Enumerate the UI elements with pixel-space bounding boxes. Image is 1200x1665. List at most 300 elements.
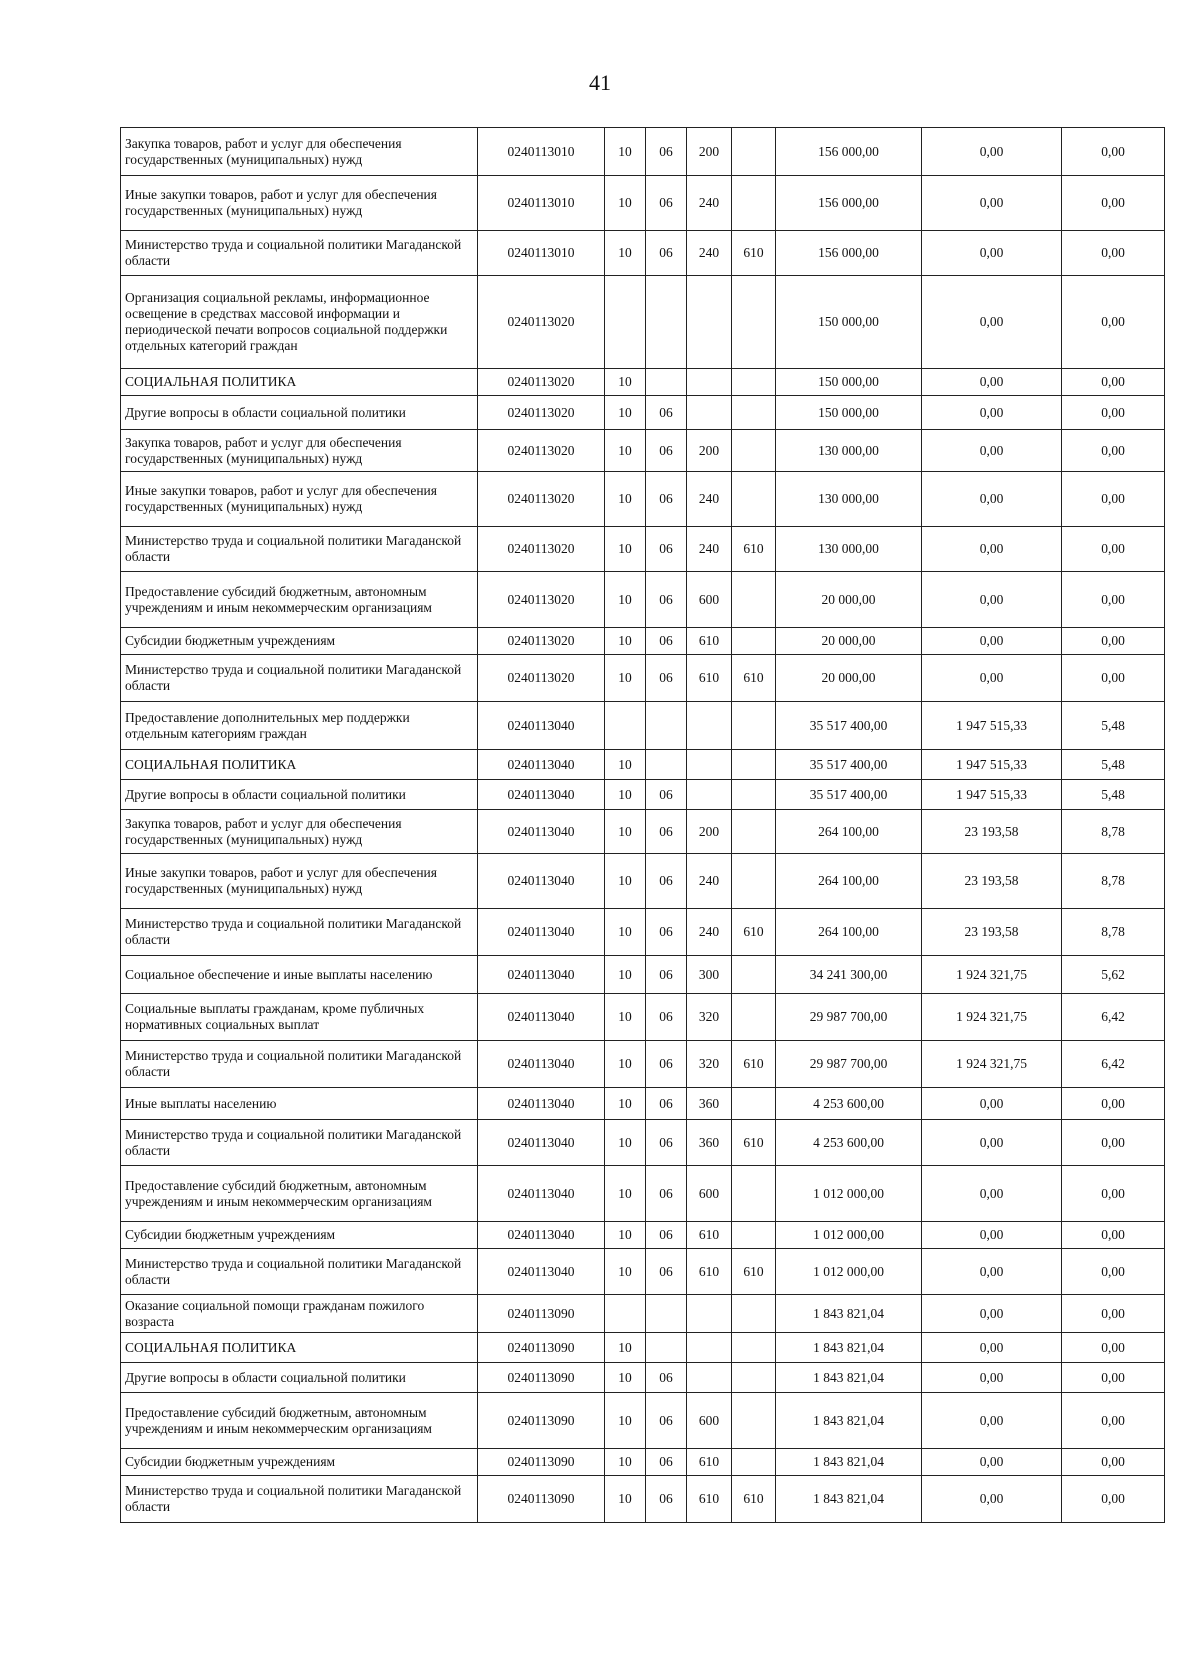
expense-name-cell: Предоставление дополнительных мер поддержки отдельным категориям граждан xyxy=(121,702,478,750)
administrator-cell xyxy=(732,1393,776,1449)
section-cell: 10 xyxy=(605,231,646,276)
target-article-cell: 0240113040 xyxy=(478,994,605,1041)
expense-type-cell: 360 xyxy=(687,1120,732,1166)
table-row xyxy=(121,128,1165,176)
table-row xyxy=(121,572,1165,628)
expense-name-cell: Социальное обеспечение и иные выплаты населению xyxy=(121,956,478,994)
section-cell: 10 xyxy=(605,128,646,176)
expense-name-cell: Министерство труда и социальной политики Магаданской области xyxy=(121,1041,478,1088)
table-row xyxy=(121,430,1165,472)
table-row xyxy=(121,1088,1165,1120)
planned-amount-cell: 1 012 000,00 xyxy=(776,1249,922,1295)
planned-amount-cell: 156 000,00 xyxy=(776,128,922,176)
subsection-cell: 06 xyxy=(646,994,687,1041)
execution-percent-cell: 0,00 xyxy=(1062,1476,1165,1523)
execution-percent-cell: 0,00 xyxy=(1062,1249,1165,1295)
planned-amount-cell: 156 000,00 xyxy=(776,231,922,276)
execution-percent-cell: 0,00 xyxy=(1062,1393,1165,1449)
section-cell xyxy=(605,1295,646,1333)
expense-type-cell: 610 xyxy=(687,628,732,655)
administrator-cell xyxy=(732,1449,776,1476)
expense-type-cell: 600 xyxy=(687,1393,732,1449)
execution-percent-cell: 0,00 xyxy=(1062,1363,1165,1393)
executed-amount-cell: 1 947 515,33 xyxy=(922,780,1062,810)
expense-type-cell: 200 xyxy=(687,430,732,472)
target-article-cell: 0240113040 xyxy=(478,810,605,854)
administrator-cell: 610 xyxy=(732,527,776,572)
expense-type-cell: 600 xyxy=(687,572,732,628)
executed-amount-cell: 0,00 xyxy=(922,1249,1062,1295)
planned-amount-cell: 264 100,00 xyxy=(776,909,922,956)
expense-type-cell: 240 xyxy=(687,176,732,231)
table-row xyxy=(121,176,1165,231)
planned-amount-cell: 150 000,00 xyxy=(776,276,922,369)
section-cell: 10 xyxy=(605,1449,646,1476)
section-cell: 10 xyxy=(605,369,646,396)
table-row xyxy=(121,810,1165,854)
administrator-cell xyxy=(732,1166,776,1222)
planned-amount-cell: 4 253 600,00 xyxy=(776,1120,922,1166)
target-article-cell: 0240113010 xyxy=(478,231,605,276)
target-article-cell: 0240113040 xyxy=(478,956,605,994)
subsection-cell: 06 xyxy=(646,909,687,956)
planned-amount-cell: 1 843 821,04 xyxy=(776,1363,922,1393)
expense-type-cell: 240 xyxy=(687,854,732,909)
execution-percent-cell: 8,78 xyxy=(1062,854,1165,909)
subsection-cell: 06 xyxy=(646,1222,687,1249)
table-row xyxy=(121,994,1165,1041)
subsection-cell: 06 xyxy=(646,396,687,430)
target-article-cell: 0240113090 xyxy=(478,1295,605,1333)
planned-amount-cell: 1 843 821,04 xyxy=(776,1333,922,1363)
subsection-cell xyxy=(646,1333,687,1363)
subsection-cell: 06 xyxy=(646,780,687,810)
subsection-cell: 06 xyxy=(646,472,687,527)
section-cell: 10 xyxy=(605,572,646,628)
execution-percent-cell: 0,00 xyxy=(1062,527,1165,572)
executed-amount-cell: 0,00 xyxy=(922,128,1062,176)
planned-amount-cell: 20 000,00 xyxy=(776,572,922,628)
subsection-cell xyxy=(646,702,687,750)
target-article-cell: 0240113010 xyxy=(478,176,605,231)
executed-amount-cell: 0,00 xyxy=(922,396,1062,430)
expense-type-cell: 240 xyxy=(687,527,732,572)
executed-amount-cell: 1 924 321,75 xyxy=(922,994,1062,1041)
expense-name-cell: Другие вопросы в области социальной политики xyxy=(121,396,478,430)
expense-name-cell: Министерство труда и социальной политики Магаданской области xyxy=(121,231,478,276)
expense-name-cell: Иные выплаты населению xyxy=(121,1088,478,1120)
execution-percent-cell: 0,00 xyxy=(1062,396,1165,430)
subsection-cell: 06 xyxy=(646,176,687,231)
planned-amount-cell: 264 100,00 xyxy=(776,810,922,854)
executed-amount-cell: 0,00 xyxy=(922,527,1062,572)
planned-amount-cell: 130 000,00 xyxy=(776,527,922,572)
section-cell xyxy=(605,702,646,750)
expense-type-cell xyxy=(687,276,732,369)
section-cell: 10 xyxy=(605,1333,646,1363)
target-article-cell: 0240113040 xyxy=(478,1166,605,1222)
administrator-cell xyxy=(732,1088,776,1120)
section-cell: 10 xyxy=(605,810,646,854)
planned-amount-cell: 1 012 000,00 xyxy=(776,1166,922,1222)
target-article-cell: 0240113040 xyxy=(478,1120,605,1166)
planned-amount-cell: 35 517 400,00 xyxy=(776,702,922,750)
execution-percent-cell: 0,00 xyxy=(1062,231,1165,276)
target-article-cell: 0240113040 xyxy=(478,702,605,750)
table-row xyxy=(121,854,1165,909)
section-cell: 10 xyxy=(605,1249,646,1295)
budget-table xyxy=(120,127,1165,1523)
executed-amount-cell: 0,00 xyxy=(922,472,1062,527)
executed-amount-cell: 0,00 xyxy=(922,231,1062,276)
target-article-cell: 0240113040 xyxy=(478,750,605,780)
target-article-cell: 0240113010 xyxy=(478,128,605,176)
expense-name-cell: Закупка товаров, работ и услуг для обеспечения государственных (муниципальных) нужд xyxy=(121,128,478,176)
target-article-cell: 0240113040 xyxy=(478,1222,605,1249)
table-row xyxy=(121,702,1165,750)
planned-amount-cell: 150 000,00 xyxy=(776,369,922,396)
table-row xyxy=(121,276,1165,369)
expense-name-cell: Министерство труда и социальной политики Магаданской области xyxy=(121,1120,478,1166)
subsection-cell xyxy=(646,1295,687,1333)
table-body xyxy=(121,128,1165,1523)
expense-type-cell: 320 xyxy=(687,994,732,1041)
table-row xyxy=(121,369,1165,396)
planned-amount-cell: 1 843 821,04 xyxy=(776,1449,922,1476)
subsection-cell: 06 xyxy=(646,1363,687,1393)
subsection-cell: 06 xyxy=(646,1120,687,1166)
administrator-cell: 610 xyxy=(732,909,776,956)
executed-amount-cell: 1 924 321,75 xyxy=(922,956,1062,994)
planned-amount-cell: 20 000,00 xyxy=(776,655,922,702)
administrator-cell xyxy=(732,956,776,994)
target-article-cell: 0240113090 xyxy=(478,1449,605,1476)
target-article-cell: 0240113020 xyxy=(478,628,605,655)
expense-name-cell: Министерство труда и социальной политики Магаданской области xyxy=(121,655,478,702)
expense-type-cell: 610 xyxy=(687,1222,732,1249)
table-row xyxy=(121,1449,1165,1476)
table-row xyxy=(121,750,1165,780)
expense-name-cell: Организация социальной рекламы, информационное освещение в средствах массовой информации и периодической печати вопросов социальной поддержки отдельных категорий граждан xyxy=(121,276,478,369)
planned-amount-cell: 1 843 821,04 xyxy=(776,1476,922,1523)
subsection-cell: 06 xyxy=(646,128,687,176)
table-row xyxy=(121,1476,1165,1523)
executed-amount-cell: 0,00 xyxy=(922,1088,1062,1120)
expense-name-cell: Иные закупки товаров, работ и услуг для обеспечения государственных (муниципальных) нужд xyxy=(121,472,478,527)
expense-name-cell: Закупка товаров, работ и услуг для обеспечения государственных (муниципальных) нужд xyxy=(121,430,478,472)
execution-percent-cell: 8,78 xyxy=(1062,810,1165,854)
table-row xyxy=(121,1295,1165,1333)
target-article-cell: 0240113020 xyxy=(478,472,605,527)
planned-amount-cell: 264 100,00 xyxy=(776,854,922,909)
expense-name-cell: Оказание социальной помощи гражданам пожилого возраста xyxy=(121,1295,478,1333)
section-cell: 10 xyxy=(605,1166,646,1222)
planned-amount-cell: 29 987 700,00 xyxy=(776,1041,922,1088)
execution-percent-cell: 6,42 xyxy=(1062,1041,1165,1088)
expense-name-cell: СОЦИАЛЬНАЯ ПОЛИТИКА xyxy=(121,1333,478,1363)
table-row xyxy=(121,396,1165,430)
expense-name-cell: Министерство труда и социальной политики Магаданской области xyxy=(121,909,478,956)
expense-type-cell: 300 xyxy=(687,956,732,994)
table-row xyxy=(121,1393,1165,1449)
section-cell: 10 xyxy=(605,909,646,956)
expense-name-cell: Субсидии бюджетным учреждениям xyxy=(121,1222,478,1249)
administrator-cell xyxy=(732,780,776,810)
target-article-cell: 0240113090 xyxy=(478,1363,605,1393)
expense-type-cell: 240 xyxy=(687,472,732,527)
executed-amount-cell: 1 924 321,75 xyxy=(922,1041,1062,1088)
table-row xyxy=(121,1333,1165,1363)
section-cell: 10 xyxy=(605,1222,646,1249)
table-row xyxy=(121,1363,1165,1393)
expense-type-cell xyxy=(687,702,732,750)
expense-type-cell xyxy=(687,1333,732,1363)
section-cell: 10 xyxy=(605,176,646,231)
expense-type-cell xyxy=(687,396,732,430)
expense-name-cell: Министерство труда и социальной политики Магаданской области xyxy=(121,1476,478,1523)
execution-percent-cell: 6,42 xyxy=(1062,994,1165,1041)
administrator-cell xyxy=(732,369,776,396)
table-row xyxy=(121,1120,1165,1166)
expense-type-cell: 200 xyxy=(687,128,732,176)
expense-type-cell: 610 xyxy=(687,1249,732,1295)
expense-name-cell: Предоставление субсидий бюджетным, автономным учреждениям и иным некоммерческим организациям xyxy=(121,572,478,628)
expense-type-cell: 240 xyxy=(687,909,732,956)
expense-name-cell: Субсидии бюджетным учреждениям xyxy=(121,628,478,655)
target-article-cell: 0240113040 xyxy=(478,854,605,909)
table-row xyxy=(121,628,1165,655)
expense-name-cell: Другие вопросы в области социальной политики xyxy=(121,1363,478,1393)
administrator-cell: 610 xyxy=(732,1120,776,1166)
target-article-cell: 0240113020 xyxy=(478,369,605,396)
execution-percent-cell: 5,48 xyxy=(1062,702,1165,750)
section-cell: 10 xyxy=(605,1120,646,1166)
section-cell xyxy=(605,276,646,369)
execution-percent-cell: 0,00 xyxy=(1062,1295,1165,1333)
subsection-cell xyxy=(646,369,687,396)
executed-amount-cell: 0,00 xyxy=(922,1222,1062,1249)
table-row xyxy=(121,909,1165,956)
subsection-cell: 06 xyxy=(646,572,687,628)
planned-amount-cell: 150 000,00 xyxy=(776,396,922,430)
administrator-cell: 610 xyxy=(732,1041,776,1088)
expense-name-cell: Иные закупки товаров, работ и услуг для обеспечения государственных (муниципальных) нужд xyxy=(121,854,478,909)
administrator-cell xyxy=(732,994,776,1041)
administrator-cell xyxy=(732,1295,776,1333)
planned-amount-cell: 35 517 400,00 xyxy=(776,750,922,780)
expense-type-cell: 240 xyxy=(687,231,732,276)
administrator-cell xyxy=(732,702,776,750)
target-article-cell: 0240113020 xyxy=(478,572,605,628)
section-cell: 10 xyxy=(605,854,646,909)
planned-amount-cell: 35 517 400,00 xyxy=(776,780,922,810)
expense-name-cell: Министерство труда и социальной политики Магаданской области xyxy=(121,1249,478,1295)
table-row xyxy=(121,956,1165,994)
executed-amount-cell: 0,00 xyxy=(922,176,1062,231)
expense-name-cell: Другие вопросы в области социальной политики xyxy=(121,780,478,810)
section-cell: 10 xyxy=(605,472,646,527)
expense-type-cell xyxy=(687,1363,732,1393)
executed-amount-cell: 0,00 xyxy=(922,369,1062,396)
execution-percent-cell: 0,00 xyxy=(1062,572,1165,628)
planned-amount-cell: 1 843 821,04 xyxy=(776,1393,922,1449)
subsection-cell: 06 xyxy=(646,231,687,276)
execution-percent-cell: 0,00 xyxy=(1062,1166,1165,1222)
executed-amount-cell: 23 193,58 xyxy=(922,854,1062,909)
table-row xyxy=(121,231,1165,276)
expense-type-cell: 610 xyxy=(687,1476,732,1523)
execution-percent-cell: 5,48 xyxy=(1062,780,1165,810)
executed-amount-cell: 0,00 xyxy=(922,628,1062,655)
target-article-cell: 0240113020 xyxy=(478,396,605,430)
administrator-cell xyxy=(732,1363,776,1393)
execution-percent-cell: 0,00 xyxy=(1062,128,1165,176)
subsection-cell: 06 xyxy=(646,655,687,702)
table-row xyxy=(121,1249,1165,1295)
target-article-cell: 0240113040 xyxy=(478,1249,605,1295)
target-article-cell: 0240113020 xyxy=(478,527,605,572)
executed-amount-cell: 0,00 xyxy=(922,572,1062,628)
expense-name-cell: Предоставление субсидий бюджетным, автономным учреждениям и иным некоммерческим организациям xyxy=(121,1166,478,1222)
expense-type-cell xyxy=(687,780,732,810)
expense-type-cell: 600 xyxy=(687,1166,732,1222)
section-cell: 10 xyxy=(605,1041,646,1088)
subsection-cell: 06 xyxy=(646,1249,687,1295)
table-row xyxy=(121,1041,1165,1088)
expense-name-cell: СОЦИАЛЬНАЯ ПОЛИТИКА xyxy=(121,750,478,780)
expense-type-cell xyxy=(687,369,732,396)
administrator-cell: 610 xyxy=(732,655,776,702)
execution-percent-cell: 0,00 xyxy=(1062,430,1165,472)
administrator-cell: 610 xyxy=(732,231,776,276)
table-row xyxy=(121,780,1165,810)
execution-percent-cell: 0,00 xyxy=(1062,1088,1165,1120)
table-row xyxy=(121,1222,1165,1249)
administrator-cell xyxy=(732,128,776,176)
planned-amount-cell: 156 000,00 xyxy=(776,176,922,231)
execution-percent-cell: 5,48 xyxy=(1062,750,1165,780)
executed-amount-cell: 0,00 xyxy=(922,1449,1062,1476)
subsection-cell: 06 xyxy=(646,430,687,472)
target-article-cell: 0240113090 xyxy=(478,1476,605,1523)
expense-name-cell: Иные закупки товаров, работ и услуг для обеспечения государственных (муниципальных) нужд xyxy=(121,176,478,231)
executed-amount-cell: 0,00 xyxy=(922,1333,1062,1363)
section-cell: 10 xyxy=(605,628,646,655)
planned-amount-cell: 4 253 600,00 xyxy=(776,1088,922,1120)
execution-percent-cell: 0,00 xyxy=(1062,1333,1165,1363)
table-row xyxy=(121,655,1165,702)
execution-percent-cell: 5,62 xyxy=(1062,956,1165,994)
execution-percent-cell: 0,00 xyxy=(1062,369,1165,396)
target-article-cell: 0240113040 xyxy=(478,1041,605,1088)
section-cell: 10 xyxy=(605,1393,646,1449)
subsection-cell: 06 xyxy=(646,628,687,655)
executed-amount-cell: 23 193,58 xyxy=(922,909,1062,956)
expense-name-cell: Министерство труда и социальной политики Магаданской области xyxy=(121,527,478,572)
subsection-cell: 06 xyxy=(646,1393,687,1449)
subsection-cell: 06 xyxy=(646,527,687,572)
administrator-cell xyxy=(732,176,776,231)
subsection-cell: 06 xyxy=(646,1476,687,1523)
executed-amount-cell: 1 947 515,33 xyxy=(922,702,1062,750)
table-row xyxy=(121,472,1165,527)
target-article-cell: 0240113040 xyxy=(478,909,605,956)
planned-amount-cell: 1 843 821,04 xyxy=(776,1295,922,1333)
expense-name-cell: СОЦИАЛЬНАЯ ПОЛИТИКА xyxy=(121,369,478,396)
executed-amount-cell: 0,00 xyxy=(922,1295,1062,1333)
executed-amount-cell: 0,00 xyxy=(922,276,1062,369)
page-number: 41 xyxy=(589,70,611,95)
subsection-cell: 06 xyxy=(646,1449,687,1476)
expense-type-cell: 360 xyxy=(687,1088,732,1120)
executed-amount-cell: 0,00 xyxy=(922,430,1062,472)
planned-amount-cell: 20 000,00 xyxy=(776,628,922,655)
administrator-cell xyxy=(732,430,776,472)
execution-percent-cell: 0,00 xyxy=(1062,628,1165,655)
execution-percent-cell: 0,00 xyxy=(1062,1222,1165,1249)
section-cell: 10 xyxy=(605,1363,646,1393)
planned-amount-cell: 29 987 700,00 xyxy=(776,994,922,1041)
execution-percent-cell: 0,00 xyxy=(1062,276,1165,369)
subsection-cell: 06 xyxy=(646,956,687,994)
executed-amount-cell: 1 947 515,33 xyxy=(922,750,1062,780)
executed-amount-cell: 0,00 xyxy=(922,655,1062,702)
section-cell: 10 xyxy=(605,430,646,472)
administrator-cell: 610 xyxy=(732,1476,776,1523)
subsection-cell: 06 xyxy=(646,810,687,854)
section-cell: 10 xyxy=(605,396,646,430)
execution-percent-cell: 0,00 xyxy=(1062,655,1165,702)
administrator-cell xyxy=(732,1222,776,1249)
expense-type-cell: 610 xyxy=(687,1449,732,1476)
executed-amount-cell: 23 193,58 xyxy=(922,810,1062,854)
table-row xyxy=(121,527,1165,572)
administrator-cell xyxy=(732,276,776,369)
administrator-cell xyxy=(732,1333,776,1363)
subsection-cell: 06 xyxy=(646,854,687,909)
expense-type-cell xyxy=(687,1295,732,1333)
planned-amount-cell: 130 000,00 xyxy=(776,430,922,472)
expense-name-cell: Субсидии бюджетным учреждениям xyxy=(121,1449,478,1476)
execution-percent-cell: 0,00 xyxy=(1062,1449,1165,1476)
administrator-cell xyxy=(732,572,776,628)
administrator-cell xyxy=(732,810,776,854)
execution-percent-cell: 0,00 xyxy=(1062,176,1165,231)
section-cell: 10 xyxy=(605,956,646,994)
subsection-cell: 06 xyxy=(646,1166,687,1222)
target-article-cell: 0240113040 xyxy=(478,780,605,810)
section-cell: 10 xyxy=(605,1476,646,1523)
administrator-cell: 610 xyxy=(732,1249,776,1295)
subsection-cell xyxy=(646,750,687,780)
planned-amount-cell: 1 012 000,00 xyxy=(776,1222,922,1249)
administrator-cell xyxy=(732,750,776,780)
expense-name-cell: Предоставление субсидий бюджетным, автономным учреждениям и иным некоммерческим организациям xyxy=(121,1393,478,1449)
planned-amount-cell: 34 241 300,00 xyxy=(776,956,922,994)
expense-type-cell: 320 xyxy=(687,1041,732,1088)
expense-name-cell: Социальные выплаты гражданам, кроме публичных нормативных социальных выплат xyxy=(121,994,478,1041)
execution-percent-cell: 8,78 xyxy=(1062,909,1165,956)
execution-percent-cell: 0,00 xyxy=(1062,472,1165,527)
target-article-cell: 0240113090 xyxy=(478,1393,605,1449)
section-cell: 10 xyxy=(605,750,646,780)
expense-type-cell xyxy=(687,750,732,780)
administrator-cell xyxy=(732,396,776,430)
administrator-cell xyxy=(732,628,776,655)
subsection-cell xyxy=(646,276,687,369)
target-article-cell: 0240113040 xyxy=(478,1088,605,1120)
executed-amount-cell: 0,00 xyxy=(922,1476,1062,1523)
